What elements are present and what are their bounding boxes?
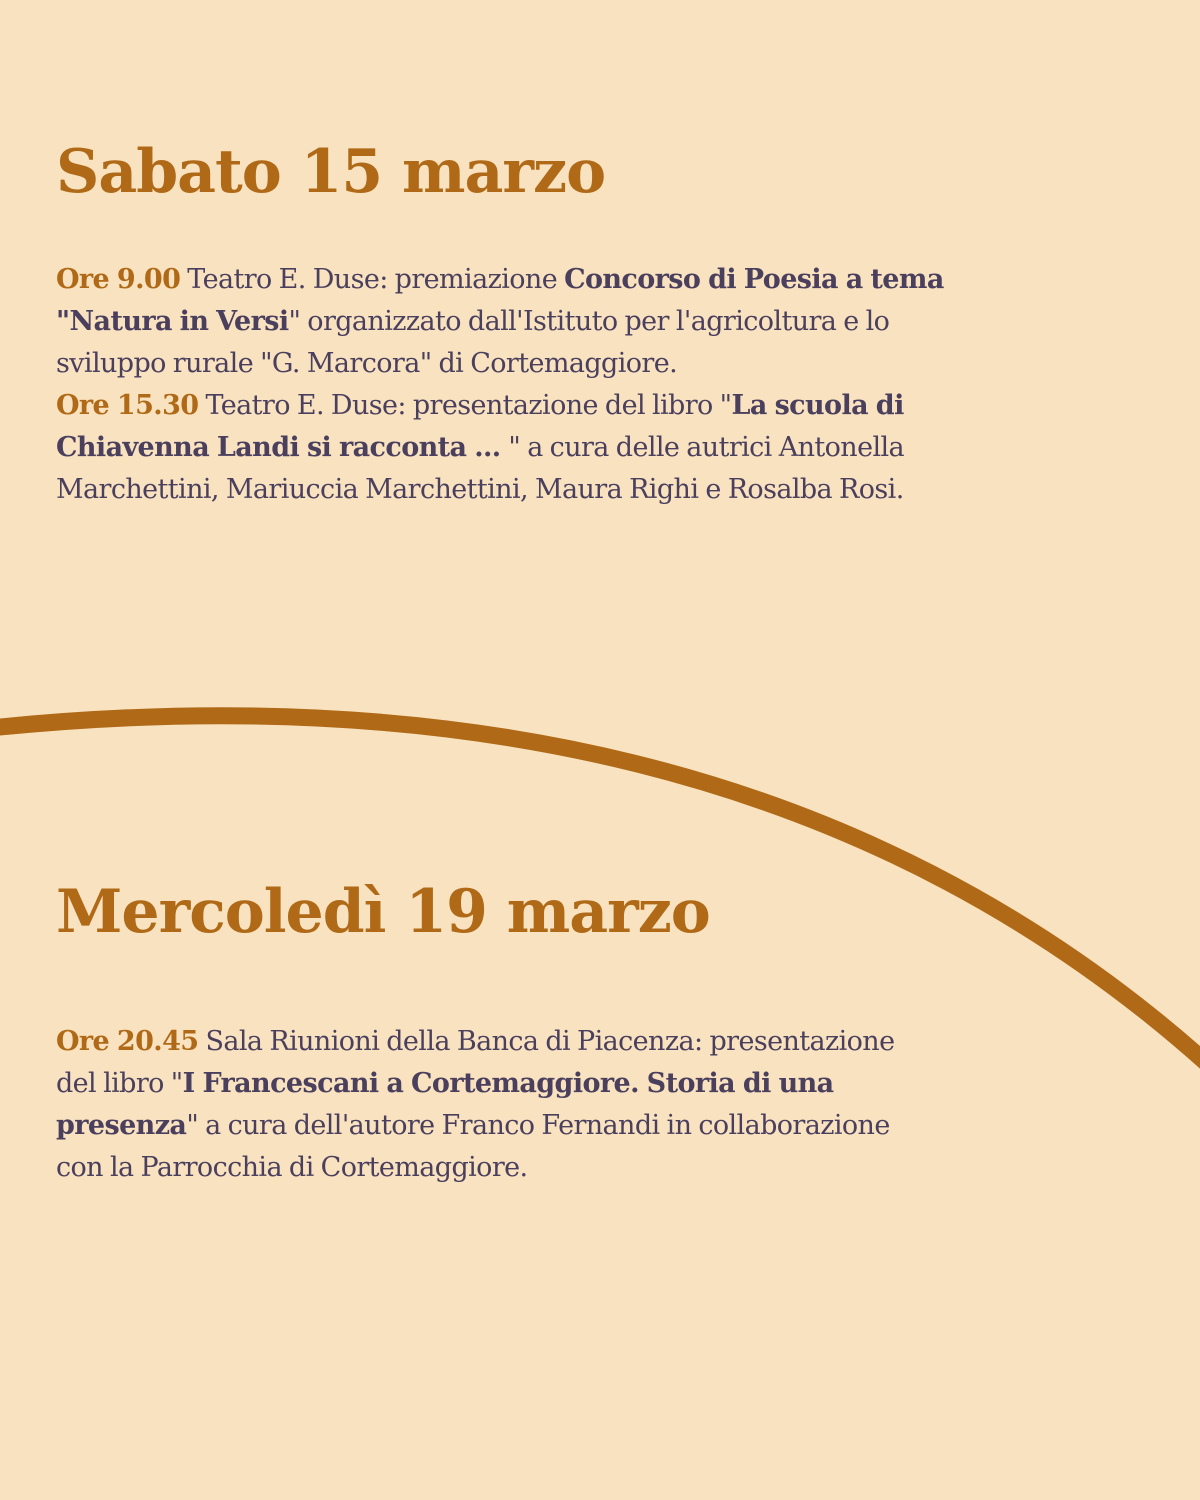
event-text: sviluppo rurale "G. Marcora" di Cortemaggiore. bbox=[56, 348, 678, 379]
event-text: " organizzato dall'Istituto per l'agricoltura e lo bbox=[288, 306, 890, 337]
event-text: del libro " bbox=[56, 1068, 183, 1099]
event-text: Teatro E. Duse: presentazione del libro " bbox=[198, 390, 732, 421]
event-text: " a cura delle autrici Antonella bbox=[508, 432, 905, 463]
event-text: con la Parrocchia di Cortemaggiore. bbox=[56, 1152, 528, 1183]
schedule-line bbox=[56, 469, 1116, 511]
schedule-line bbox=[56, 259, 1116, 301]
schedule-line bbox=[56, 1063, 1116, 1105]
event-highlight: La scuola di bbox=[731, 390, 904, 421]
event-text: Sala Riunioni della Banca di Piacenza: presentazione bbox=[198, 1026, 895, 1057]
schedule-line bbox=[56, 1105, 1116, 1147]
day-title-mercoledi: Mercoledì 19 marzo bbox=[56, 877, 710, 947]
event-time: Ore 15.30 bbox=[56, 390, 199, 421]
day-title-sabato: Sabato 15 marzo bbox=[56, 137, 606, 207]
day-schedule-sabato bbox=[56, 259, 1116, 511]
event-time: Ore 20.45 bbox=[56, 1026, 199, 1057]
day-schedule-mercoledi bbox=[56, 1021, 1116, 1189]
event-highlight: Chiavenna Landi si racconta ... bbox=[56, 432, 509, 463]
schedule-line bbox=[56, 427, 1116, 469]
event-highlight: presenza bbox=[56, 1110, 187, 1141]
schedule-line bbox=[56, 385, 1116, 427]
event-highlight: Concorso di Poesia a tema bbox=[564, 264, 944, 295]
event-text: " a cura dell'autore Franco Fernandi in collaborazione bbox=[186, 1110, 890, 1141]
schedule-line bbox=[56, 1021, 1116, 1063]
schedule-line bbox=[56, 1147, 1116, 1189]
event-text: Teatro E. Duse: premiazione bbox=[180, 264, 565, 295]
schedule-line bbox=[56, 301, 1116, 343]
event-text: Marchettini, Mariuccia Marchettini, Maura Righi e Rosalba Rosi. bbox=[56, 474, 904, 505]
schedule-line bbox=[56, 343, 1116, 385]
event-highlight: "Natura in Versi bbox=[56, 306, 289, 337]
event-highlight: I Francescani a Cortemaggiore. Storia di una bbox=[182, 1068, 834, 1099]
event-time: Ore 9.00 bbox=[56, 264, 181, 295]
